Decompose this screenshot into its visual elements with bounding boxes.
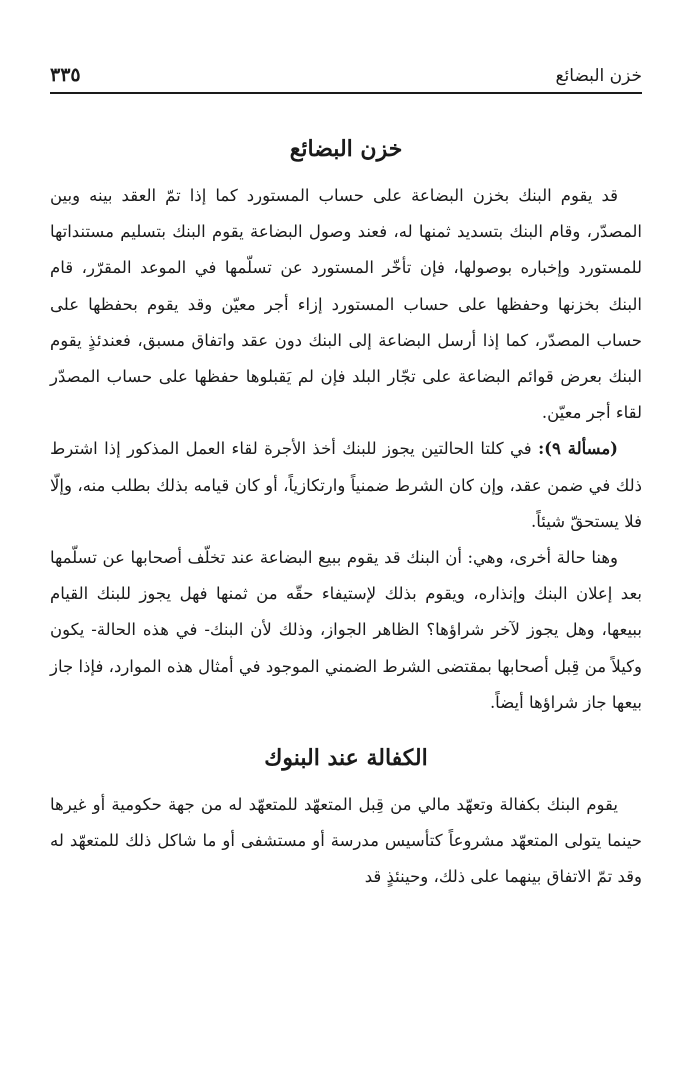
- paragraph: وهنا حالة أخرى، وهي: أن البنك قد يقوم ببيع البضاعة عند تخلّف أصحابها عن تسلّمها بعد إعلان البنك وإنذاره، ويقوم بذلك لإستيفاء حقّه من ثمنها فهل يجوز للبنك القيام ببيعها، وهل يجوز لآخر شراؤها؟ الظاهر الجواز، وذلك لأن البنك- في هذه الحالة- يكون وكيلاً من قِبل أصحابها بمقتضى الشرط الضمني الموجود في أمثال هذه الموارد، فإذا جاز بيعها جاز شراؤها أيضاً.: [50, 548, 642, 712]
- issue-paragraph: [50, 431, 642, 540]
- paragraph: يقوم البنك بكفالة وتعهّد مالي من قِبل المتعهّد للمتعهّد له من جهة حكومية أو غيرها حينما يتولى المتعهّد مشروعاً كتأسيس مدرسة أو مستشفى أو ما شاكل ذلك للمتعهّد له وقد تمّ الاتفاق بينهما على ذلك، وحينئذٍ قد: [50, 795, 642, 887]
- running-header: [50, 64, 642, 94]
- book-page: [50, 0, 642, 1073]
- running-title: خزن البضائع: [555, 66, 642, 86]
- issue-text: في كلتا الحالتين يجوز للبنك أخذ الأجرة لقاء العمل المذكور إذا اشترط ذلك في ضمن عقد، وإن كان الشرط ضمنياً وارتكازياً، أو كان قيامه بذلك بطلب منه، وإلّا فلا يستحقّ شيئاً.: [50, 439, 642, 531]
- section-bank-guarantee: [50, 729, 642, 896]
- page-number: ٣٣٥: [50, 64, 81, 86]
- page-content: [50, 120, 642, 896]
- section-storage-of-goods: [50, 120, 642, 721]
- section-title: الكفالة عند البنوك: [264, 745, 428, 772]
- section-title: خزن البضائع: [289, 136, 403, 162]
- paragraph: قد يقوم البنك بخزن البضاعة على حساب المستورد كما إذا تمّ العقد بينه وبين المصدّر، وقام البنك بتسديد ثمنها له، فعند وصول البضاعة يقوم البنك بتسليم مستنداتها للمستورد وإخباره بوصولها، فإن تأخّر المستورد عن تسلّمها في الموعد المقرّر، قام البنك بخزنها وحفظها على حساب المستورد إزاء أجر معيّن وقد يقوم بحفظها على حساب المصدّر، كما إذا أرسل البضاعة إلى البنك دون عقد واتفاق مسبق، فعندئذٍ يقوم البنك بعرض قوائم البضاعة على تجّار البلد فإن لم يَقبلوها حفظها على حساب المصدّر لقاء أجر معيّن.: [50, 186, 642, 423]
- issue-label: (مسألة ٩):: [538, 439, 618, 459]
